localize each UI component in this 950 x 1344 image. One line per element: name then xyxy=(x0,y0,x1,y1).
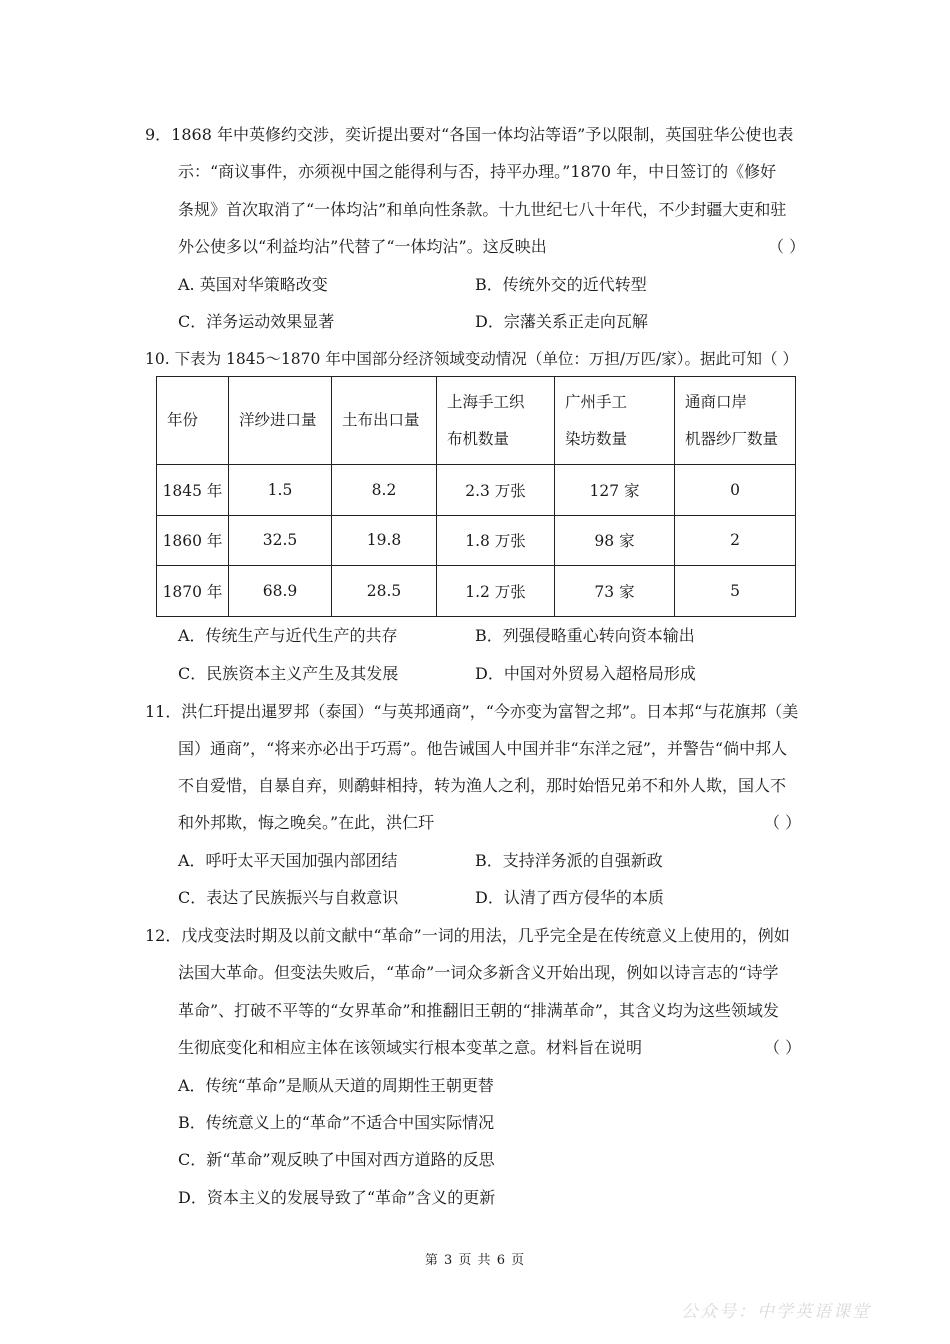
table-cell: 68.9 xyxy=(229,566,332,617)
table-header-row xyxy=(157,377,796,465)
table-cell: 73 家 xyxy=(555,566,675,617)
q9-line-4: 外公使多以“利益均沾”代替了“一体均沾”。这反映出 xyxy=(178,237,547,256)
header-cell: 广州手工 染坊数量 xyxy=(555,377,675,465)
table-cell: 1845 年 xyxy=(157,465,229,516)
table-cell: 2.3 万张 xyxy=(437,465,555,516)
q9-option-c: C．洋务运动效果显著 xyxy=(178,312,335,331)
table-cell: 2 xyxy=(675,515,796,566)
q9-option-b: B．传统外交的近代转型 xyxy=(475,275,647,294)
header-cell: 通商口岸 机器纱厂数量 xyxy=(675,377,796,465)
table-cell: 28.5 xyxy=(332,566,437,617)
table-cell: 1.8 万张 xyxy=(437,515,555,566)
q9-option-d: D．宗藩关系正走向瓦解 xyxy=(475,312,648,331)
q12-line-4: 生彻底变化和相应主体在该领域实行根本变革之意。材料旨在说明 xyxy=(178,1038,643,1057)
q9-line-1: 9．1868 年中英修约交涉，奕䜣提出要对“各国一体均沾等语”予以限制，英国驻华公使也表 xyxy=(145,125,794,144)
q11-line-4: 和外邦欺，悔之晚矣。”在此，洪仁玕 xyxy=(178,813,435,832)
q12-option-b: B．传统意义上的“革命”不适合中国实际情况 xyxy=(178,1113,495,1132)
watermark: 公众号：中学英语课堂 xyxy=(681,1302,871,1322)
table-row xyxy=(157,566,796,617)
q9-line-2: 示：“商议事件，亦须视中国之能得利与否，持平办理。”1870 年，中日签订的《修好 xyxy=(178,162,777,181)
q9-line-3: 条规》首次取消了“一体均沾”和单向性条款。十九世纪七八十年代，不少封疆大吏和驻 xyxy=(178,200,787,219)
table-cell: 1.2 万张 xyxy=(437,566,555,617)
q12-option-c: C．新“革命”观反映了中国对西方道路的反思 xyxy=(178,1150,495,1169)
q11-answer-paren: （ ） xyxy=(764,813,802,832)
table-cell: 32.5 xyxy=(229,515,332,566)
table-cell: 0 xyxy=(675,465,796,516)
header-cell: 洋纱进口量 xyxy=(229,377,332,465)
q10-option-b: B．列强侵略重心转向资本输出 xyxy=(475,626,695,645)
q12-line-1: 12．戊戌变法时期及以前文献中“革命”一词的用法，几乎完全是在传统意义上使用的，例如 xyxy=(145,926,790,945)
table-cell: 1.5 xyxy=(229,465,332,516)
header-cell: 上海手工织 布机数量 xyxy=(437,377,555,465)
table-cell: 1860 年 xyxy=(157,515,229,566)
header-cell: 年份 xyxy=(157,377,229,465)
q10-option-a: A．传统生产与近代生产的共存 xyxy=(178,626,398,645)
table-row xyxy=(157,515,796,566)
q12-answer-paren: （ ） xyxy=(764,1038,802,1057)
page-number: 第 3 页 共 6 页 xyxy=(424,1253,526,1268)
q12-option-d: D．资本主义的发展导致了“革命”含义的更新 xyxy=(178,1188,496,1207)
q11-option-b: B．支持洋务派的自强新政 xyxy=(475,851,663,870)
table-cell: 1870 年 xyxy=(157,566,229,617)
header-cell: 土布出口量 xyxy=(332,377,437,465)
q12-option-a: A．传统“革命”是顺从天道的周期性王朝更替 xyxy=(178,1076,494,1095)
table-row xyxy=(157,465,796,516)
q9-answer-paren: （ ） xyxy=(768,237,806,256)
q10-option-d: D．中国对外贸易入超格局形成 xyxy=(475,664,696,683)
q9-option-a: A. 英国对华策略改变 xyxy=(178,275,328,294)
table-cell: 19.8 xyxy=(332,515,437,566)
q10-option-c: C．民族资本主义产生及其发展 xyxy=(178,664,399,683)
q10-table xyxy=(156,376,796,617)
q11-line-2: 国）通商”，“将来亦必出于巧焉”。他告诫国人中国并非“东洋之冠”，并警告“倘中邦人 xyxy=(178,739,788,758)
table-cell: 98 家 xyxy=(555,515,675,566)
table-cell: 8.2 xyxy=(332,465,437,516)
q11-line-1: 11．洪仁玕提出暹罗邦（泰国）“与英邦通商”，“今亦变为富智之邦”。日本邦“与花旗邦（美 xyxy=(145,702,799,721)
q12-line-2: 法国大革命。但变法失败后，“革命”一词众多新含义开始出现，例如以诗言志的“诗学 xyxy=(178,963,779,982)
q11-option-a: A．呼吁太平天国加强内部团结 xyxy=(178,851,398,870)
table-cell: 127 家 xyxy=(555,465,675,516)
table-cell: 5 xyxy=(675,566,796,617)
q11-option-d: D．认清了西方侵华的本质 xyxy=(475,888,664,907)
q11-option-c: C．表达了民族振兴与自救意识 xyxy=(178,888,399,907)
q12-line-3: 革命”、打破不平等的“女界革命”和推翻旧王朝的“排满革命”，其含义均为这些领域发 xyxy=(178,1001,779,1020)
q10-stem: 10. 下表为 1845～1870 年中国部分经济领域变动情况（单位：万担/万匹/家）。据此可知（ ） xyxy=(145,350,798,368)
q11-line-3: 不自爱惜，自暴自弃，则鹬蚌相持，转为渔人之利，那时始悟兄弟不和外人欺，国人不 xyxy=(178,776,787,795)
